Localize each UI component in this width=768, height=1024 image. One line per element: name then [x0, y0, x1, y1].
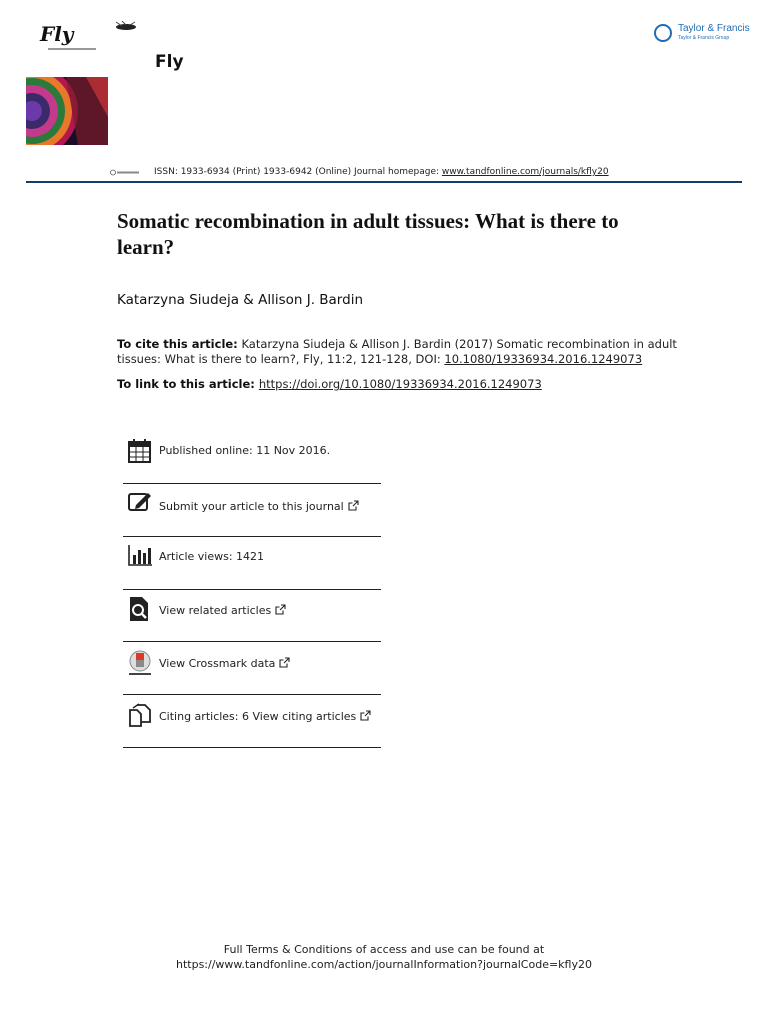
journal-cover-image	[26, 77, 108, 145]
external-link-icon	[360, 710, 371, 721]
divider	[123, 589, 381, 590]
external-link-icon	[279, 657, 290, 668]
article-views-text: Article views: 1421	[159, 550, 265, 563]
terms-line: Full Terms & Conditions of access and use can be found at	[223, 943, 545, 956]
divider	[123, 694, 381, 695]
article-link-row	[117, 377, 542, 391]
divider	[123, 641, 381, 642]
cite-doi-link[interactable]: 10.1080/19336934.2016.1249073	[444, 352, 643, 366]
terms-footer	[0, 942, 768, 972]
article-doi-link[interactable]: https://doi.org/10.1080/19336934.2016.1249073	[258, 377, 542, 391]
fly-logo-text: Fly	[40, 22, 74, 46]
publisher-group: Taylor & Francis Group	[678, 35, 730, 41]
link-label: To link to this article:	[117, 377, 259, 391]
divider	[123, 483, 381, 484]
submit-article-link[interactable]: Submit your article to this journal	[159, 500, 344, 513]
citing-articles-icon	[127, 702, 153, 728]
external-link-icon	[275, 604, 286, 615]
article-title: Somatic recombination in adult tissues: What is there to learn?	[117, 209, 619, 259]
publisher-logo-icon	[654, 24, 672, 42]
external-link-icon	[348, 500, 359, 511]
published-online-text: Published online: 11 Nov 2016.	[159, 444, 331, 457]
fly-journal-logo	[40, 18, 140, 54]
fly-logo-underline	[48, 48, 96, 50]
terms-url[interactable]: https://www.tandfonline.com/action/journalInformation?journalCode=kfly20	[175, 958, 592, 971]
crossmark-link[interactable]: View Crossmark data	[159, 657, 276, 670]
article-authors: Katarzyna Siudeja & Allison J. Bardin	[117, 292, 363, 308]
calendar-icon	[127, 438, 153, 464]
publisher-mini-logo-icon	[110, 169, 140, 176]
issn-text: ISSN: 1933-6934 (Print) 1933-6942 (Online) Journal homepage:	[154, 167, 442, 177]
citing-articles-link[interactable]: Citing articles: 6 View citing articles	[159, 710, 357, 723]
publisher-logo[interactable]	[654, 22, 750, 46]
journal-homepage-link[interactable]: www.tandfonline.com/journals/kfly20	[441, 167, 609, 177]
crossmark-icon	[127, 650, 153, 676]
cite-text: Katarzyna Siudeja & Allison J. Bardin (2017) Somatic recombination in adult tissues: What is there to learn?, Fly, 11:2, 121-128, DOI:	[117, 337, 677, 366]
publisher-name: Taylor & Francis	[678, 23, 750, 34]
citation	[117, 337, 677, 367]
related-articles-link[interactable]: View related articles	[159, 604, 272, 617]
bar-chart-icon	[127, 543, 153, 569]
edit-icon	[127, 490, 153, 516]
divider	[123, 747, 381, 748]
cite-label: To cite this article:	[117, 337, 238, 351]
search-document-icon	[127, 596, 153, 622]
issn-row	[110, 165, 609, 179]
header-rule	[26, 181, 742, 183]
fly-logo-insect-icon	[108, 21, 142, 33]
journal-name: Fly	[155, 52, 184, 72]
divider	[123, 536, 381, 537]
